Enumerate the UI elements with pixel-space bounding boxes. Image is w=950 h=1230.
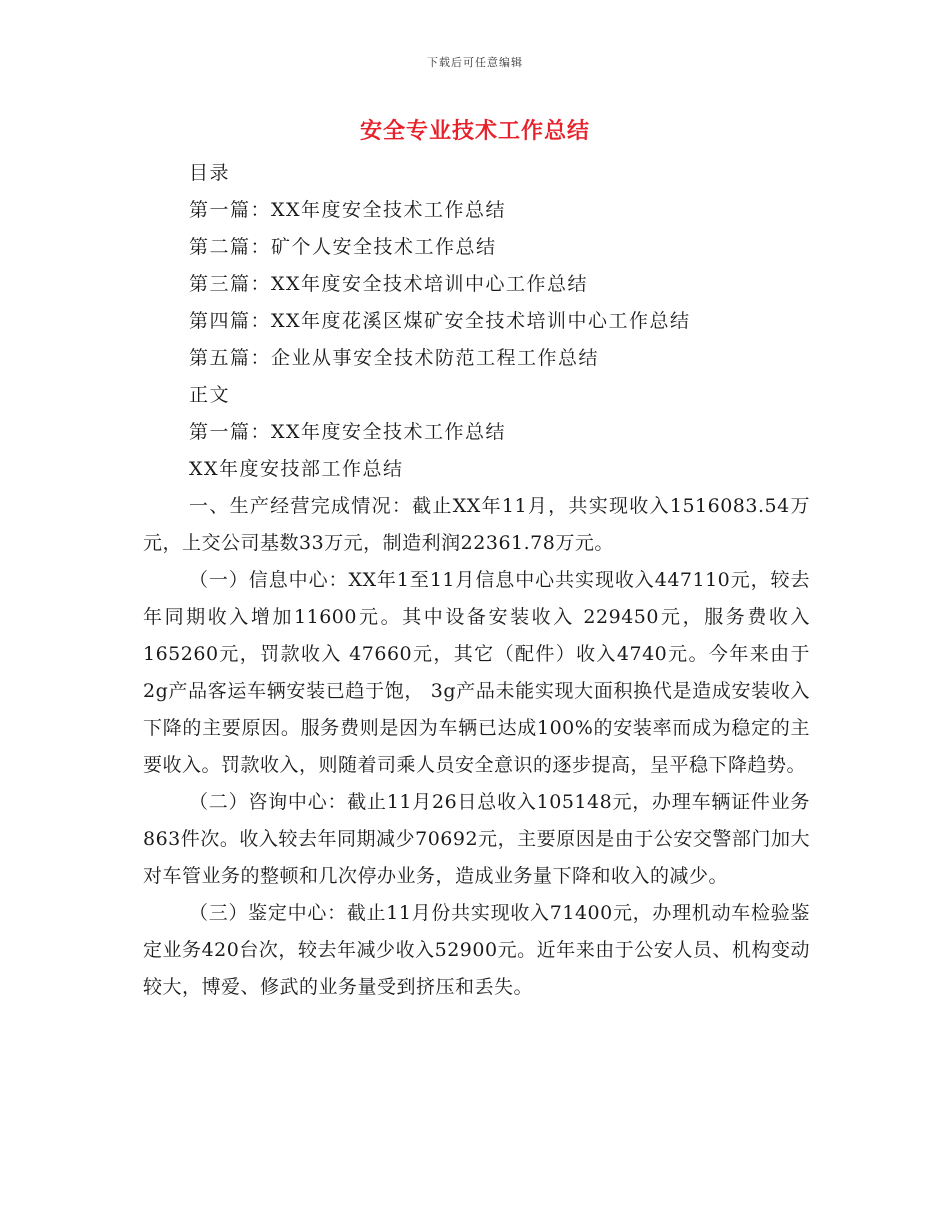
paragraph-appraisal-center: （三）鉴定中心：截止11月份共实现收入71400元，办理机动车检验鉴定业务420台次，较去年减少收入52900元。近年来由于公安人员、机构变动较大，博爱、修武的业务量受到挤压和丢失。 bbox=[143, 902, 810, 998]
body-heading: 正文 bbox=[189, 384, 231, 406]
document-title: 安全专业技术工作总结 bbox=[359, 118, 590, 144]
section-subtitle: XX年度安技部工作总结 bbox=[189, 458, 404, 480]
section-title: 第一篇：XX年度安全技术工作总结 bbox=[189, 421, 507, 443]
page-header-note: 下载后可任意编辑 bbox=[427, 56, 523, 69]
toc-heading: 目录 bbox=[189, 162, 231, 184]
paragraph-info-center: （一）信息中心：XX年1至11月信息中心共实现收入447110元，较去年同期收入增加11600元。其中设备安装收入 229450元，服务费收入165260元，罚款收入 47660元，其它（配件）收入4740元。今年来由于2g产品客运车辆安装已趋于饱， 3g产品未能实现大面积换代是造成安装收入下降的主要原因。服务费则是因为车辆已达成100%的安装率而成为稳定的主要收入。罚款收入，则随着司乘人员安全意识的逐步提高，呈平稳下降趋势。 bbox=[143, 569, 810, 776]
document-body bbox=[143, 155, 810, 1006]
paragraph-consulting-center: （二）咨询中心：截止11月26日总收入105148元，办理车辆证件业务863件次。收入较去年同期减少70692元，主要原因是由于公安交警部门加大对车管业务的整顿和几次停办业务，造成业务量下降和收入的减少。 bbox=[143, 791, 810, 887]
toc-item-1: 第一篇：XX年度安全技术工作总结 bbox=[189, 199, 507, 221]
toc-item-5: 第五篇：企业从事安全技术防范工程工作总结 bbox=[189, 347, 600, 369]
toc-item-4: 第四篇：XX年度花溪区煤矿安全技术培训中心工作总结 bbox=[189, 310, 691, 332]
paragraph-production-summary: 一、生产经营完成情况：截止XX年11月，共实现收入1516083.54万元，上交公司基数33万元，制造利润22361.78万元。 bbox=[143, 495, 810, 554]
toc-item-3: 第三篇：XX年度安全技术培训中心工作总结 bbox=[189, 273, 589, 295]
toc-item-2: 第二篇：矿个人安全技术工作总结 bbox=[189, 236, 497, 258]
